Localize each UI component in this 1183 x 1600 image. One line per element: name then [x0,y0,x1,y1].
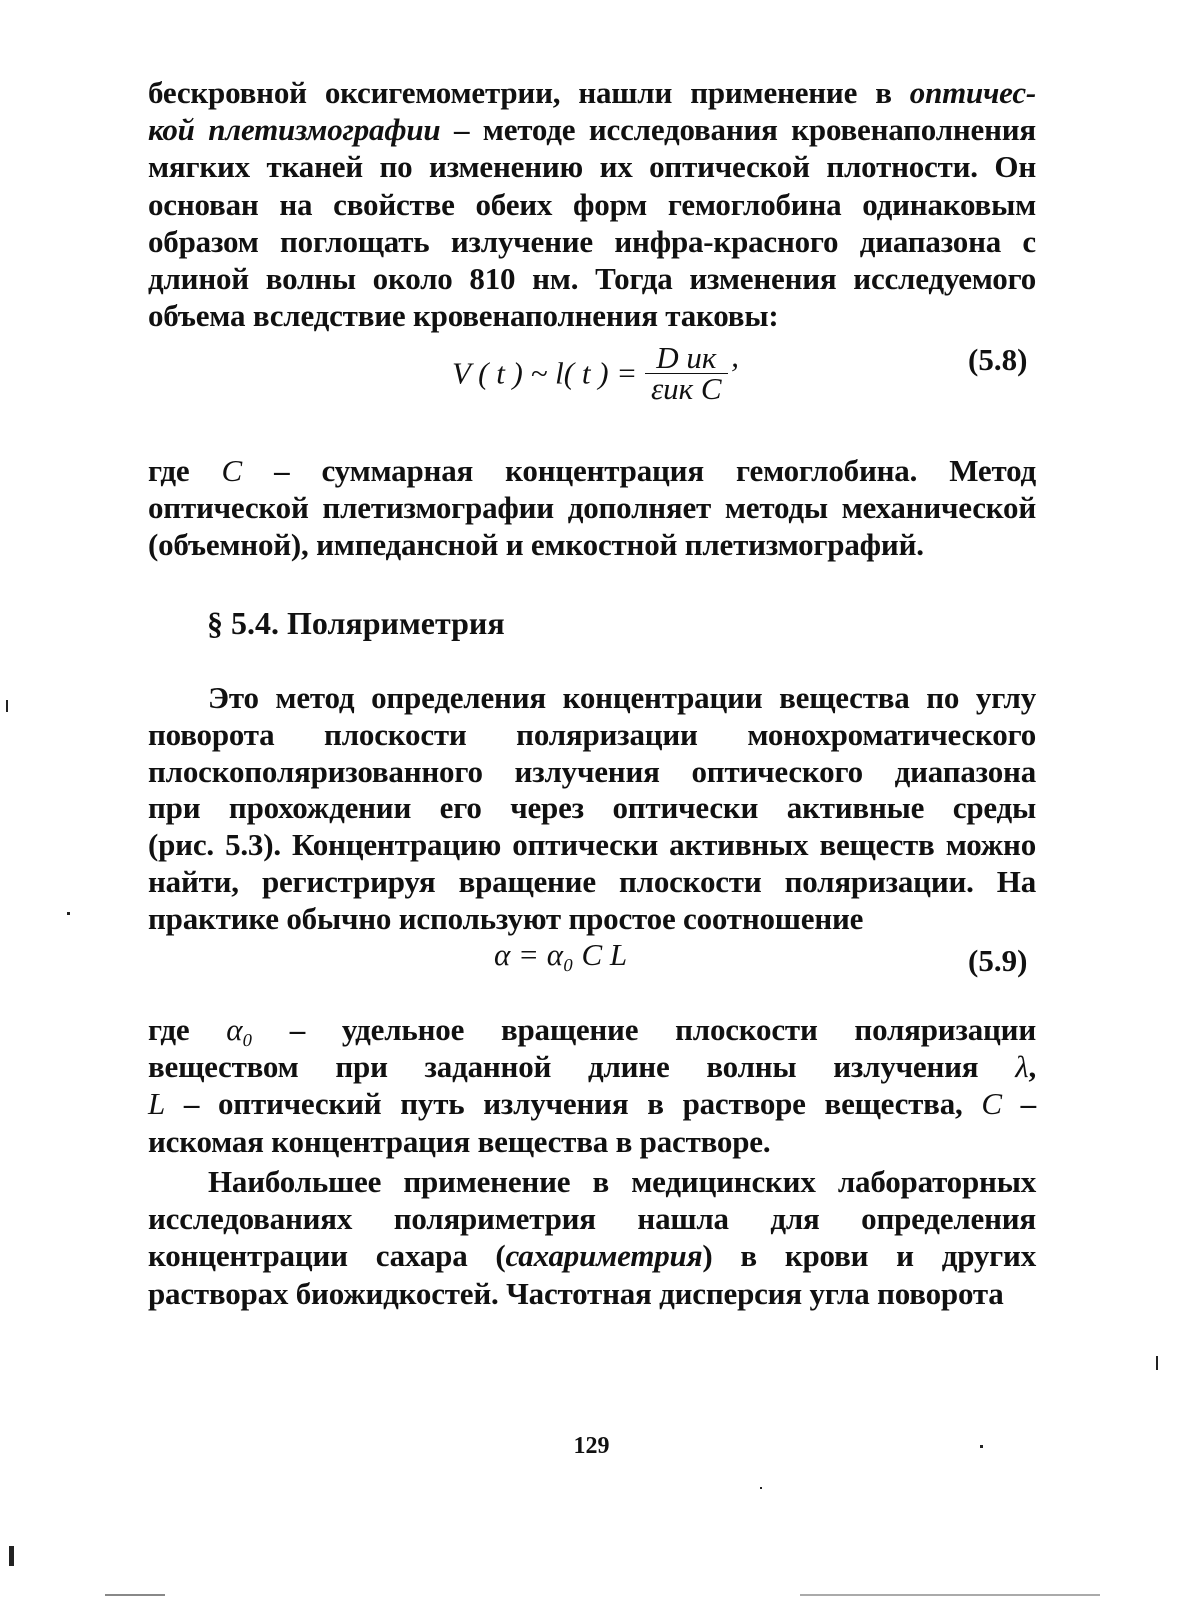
equation-lhs: V ( t ) ~ l( t ) = [452,355,638,391]
text-line: оптической плетизмографии дополняет методы механической [148,490,1036,526]
text-line: при прохождении его через оптически активные среды [148,790,1036,826]
section-heading: § 5.4. Поляриметрия [207,605,505,641]
text-line: концентрации сахара (сахариметрия) в крови и других [148,1238,1036,1274]
scan-speck [1156,1356,1158,1370]
equation-tail: ’ [727,355,738,391]
text-line: искомая концентрация вещества в растворе. [148,1123,771,1159]
scan-speck [105,1594,165,1596]
text-line: (рис. 5.3). Концентрацию оптически активных веществ можно [148,827,1036,863]
text-line: объема вследствие кровенаполнения таковы: [148,298,779,334]
text-line: Наибольшее применение в медицинских лабораторных [208,1164,1036,1199]
equation-fraction [645,340,728,406]
scan-speck [67,912,70,915]
text-line: где α₀ – удельное вращение плоскости поляризации [148,1012,1036,1047]
text-line: найти, регистрируя вращение плоскости поляризации. На [148,863,1036,899]
text-line: мягких тканей по изменению их оптической плотности. Он [148,149,1036,185]
scan-speck [800,1594,1100,1596]
text-line: L – оптический путь излучения в растворе вещества, C – [148,1086,1036,1122]
text-line: образом поглощать излучение инфра-красного диапазона с [148,223,1036,259]
text-line: исследованиях поляриметрия нашла для определения [148,1201,1036,1237]
text-line: практике обычно используют простое соотношение [148,900,864,936]
equation-5-8 [452,340,738,406]
scan-speck [760,1487,762,1489]
text-line: плоскополяризованного излучения оптического диапазона [148,753,1036,789]
paragraph-saccharimetry [148,1163,1036,1312]
scan-speck [980,1445,983,1448]
text-line: поворота плоскости поляризации монохроматического [148,716,1036,752]
equation-numerator: D ик [645,343,728,374]
paragraph-oximetry [148,74,1036,334]
page-number: 129 [573,1433,610,1459]
text-line: кой плетизмографии – методе исследования кровенаполнения [148,112,1037,148]
equation-denominator: εик C [650,371,722,406]
paragraph-where-c [148,452,1036,564]
equation-number: (5.8) [968,342,1028,377]
equation-number: (5.9) [968,943,1028,978]
equation-5-9: α = α₀ C L [494,937,628,972]
text-line: где C – суммарная концентрация гемоглобина. Метод [148,453,1036,488]
text-line: Это метод определения концентрации вещества по углу [208,680,1036,715]
text-line: растворах биожидкостей. Частотная дисперсия угла поворота [148,1275,1004,1311]
scan-speck [6,700,8,712]
text-line: бескровной оксигемометрии, нашли применение в оптичес- [148,75,1036,110]
paragraph-where-alpha [148,1011,1036,1160]
paragraph-polarimetry [148,680,1036,938]
text-line: основан на свойстве обеих форм гемоглобина одинаковым [148,186,1036,222]
text-line: (объемной), импедансной и емкостной плетизмографий. [148,527,924,563]
scan-speck [9,1546,14,1566]
text-line: длиной волны около 810 нм. Тогда изменения исследуемого [148,261,1036,297]
text-line: веществом при заданной длине волны излучения λ, [148,1049,1036,1085]
